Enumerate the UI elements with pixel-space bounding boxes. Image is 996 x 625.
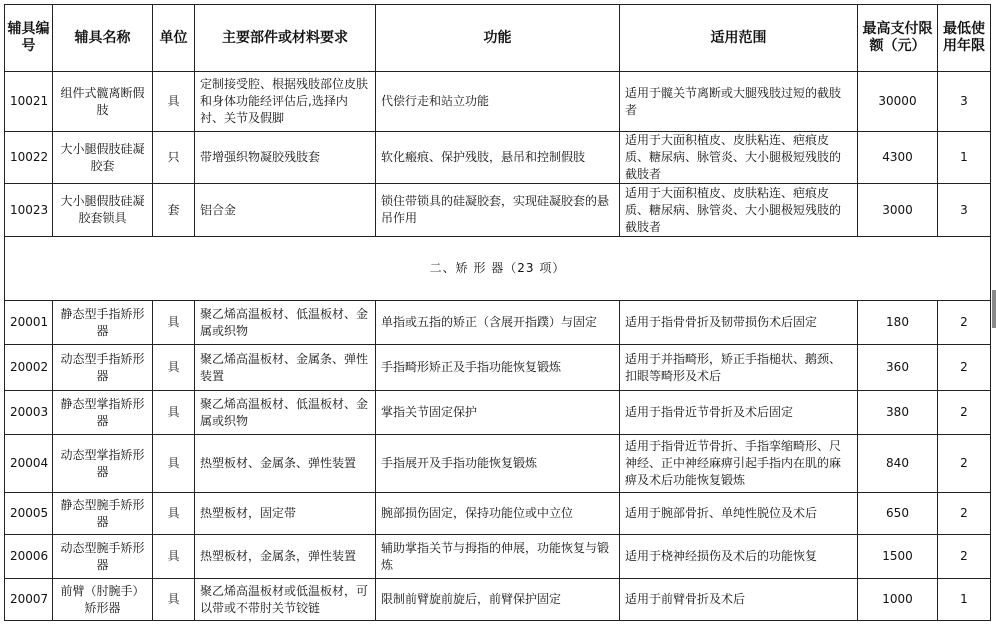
- table-row: [5, 493, 991, 535]
- section-title: 二、矫 形 器（23 项）: [5, 237, 991, 301]
- cell-material: 热塑板材、金属条、弹性装置: [195, 435, 376, 493]
- cell-scope: 适用于指骨近节骨折、手指挛缩畸形、尺神经、正中神经麻痹引起手指内在肌的麻痹及术后功能恢复锻炼: [620, 435, 858, 493]
- cell-material: 铝合金: [195, 184, 376, 237]
- table-row: [5, 579, 991, 621]
- cell-min-years: 2: [938, 391, 991, 435]
- cell-function: 腕部损伤固定，保持功能位或中立位: [376, 493, 620, 535]
- cell-scope: 适用于髋关节离断或大腿残肢过短的截肢者: [620, 72, 858, 132]
- cell-name: 静态型手指矫形器: [53, 301, 153, 345]
- cell-code: 20002: [5, 345, 53, 391]
- table-row: [5, 72, 991, 132]
- header-min-years: 最低使用年限: [938, 5, 991, 72]
- cell-unit: 具: [153, 535, 195, 579]
- cell-scope: 适用于前臂骨折及术后: [620, 579, 858, 621]
- cell-code: 20005: [5, 493, 53, 535]
- cell-min-years: 2: [938, 493, 991, 535]
- cell-name: 动态型腕手矫形器: [53, 535, 153, 579]
- cell-min-years: 1: [938, 579, 991, 621]
- cell-name: 动态型掌指矫形器: [53, 435, 153, 493]
- cell-name: 大小腿假肢硅凝胶套锁具: [53, 184, 153, 237]
- scroll-handle[interactable]: [992, 290, 996, 328]
- cell-max-pay: 30000: [858, 72, 938, 132]
- cell-unit: 套: [153, 184, 195, 237]
- cell-name: 大小腿假肢硅凝胶套: [53, 132, 153, 184]
- cell-scope: 适用于腕部骨折、单纯性脱位及术后: [620, 493, 858, 535]
- cell-material: 聚乙烯高温板材、低温板材、金属或织物: [195, 391, 376, 435]
- cell-material: 热塑板材，金属条，弹性装置: [195, 535, 376, 579]
- table-row: [5, 435, 991, 493]
- cell-unit: 具: [153, 72, 195, 132]
- cell-scope: 适用于桡神经损伤及术后的功能恢复: [620, 535, 858, 579]
- cell-scope: 适用于大面积植皮、皮肤粘连、疤痕皮质、糖尿病、脉管炎、大小腿极短残肢的截肢者: [620, 132, 858, 184]
- cell-unit: 具: [153, 301, 195, 345]
- cell-code: 20004: [5, 435, 53, 493]
- cell-function: 掌指关节固定保护: [376, 391, 620, 435]
- cell-function: 手指展开及手指功能恢复锻炼: [376, 435, 620, 493]
- cell-code: 10022: [5, 132, 53, 184]
- header-code: 辅具编号: [5, 5, 53, 72]
- cell-name: 组件式髋离断假肢: [53, 72, 153, 132]
- cell-unit: 具: [153, 391, 195, 435]
- cell-unit: 具: [153, 345, 195, 391]
- cell-unit: 具: [153, 493, 195, 535]
- cell-max-pay: 650: [858, 493, 938, 535]
- table-row: [5, 345, 991, 391]
- cell-unit: 具: [153, 579, 195, 621]
- header-unit: 单位: [153, 5, 195, 72]
- table-row: [5, 301, 991, 345]
- header-row: [5, 5, 991, 72]
- cell-function: 限制前臂旋前旋后，前臂保护固定: [376, 579, 620, 621]
- cell-max-pay: 380: [858, 391, 938, 435]
- cell-code: 20001: [5, 301, 53, 345]
- cell-code: 10021: [5, 72, 53, 132]
- cell-function: 代偿行走和站立功能: [376, 72, 620, 132]
- cell-unit: 具: [153, 435, 195, 493]
- device-catalog-table: [4, 4, 991, 621]
- header-scope: 适用范围: [620, 5, 858, 72]
- cell-name: 静态型腕手矫形器: [53, 493, 153, 535]
- cell-scope: 适用于并指畸形，矫正手指槌状、鹅颈、扣眼等畸形及术后: [620, 345, 858, 391]
- cell-function: 软化瘢痕、保护残肢，悬吊和控制假肢: [376, 132, 620, 184]
- cell-max-pay: 180: [858, 301, 938, 345]
- table-row: [5, 132, 991, 184]
- cell-min-years: 3: [938, 184, 991, 237]
- cell-max-pay: 1500: [858, 535, 938, 579]
- cell-material: 带增强织物凝胶残肢套: [195, 132, 376, 184]
- table-row: [5, 535, 991, 579]
- cell-scope: 适用于指骨骨折及韧带损伤术后固定: [620, 301, 858, 345]
- cell-material: 热塑板材，固定带: [195, 493, 376, 535]
- cell-code: 20006: [5, 535, 53, 579]
- cell-min-years: 2: [938, 435, 991, 493]
- cell-material: 聚乙烯高温板材、金属条、弹性装置: [195, 345, 376, 391]
- header-name: 辅具名称: [53, 5, 153, 72]
- cell-unit: 只: [153, 132, 195, 184]
- cell-function: 辅助掌指关节与拇指的伸展，功能恢复与锻炼: [376, 535, 620, 579]
- cell-max-pay: 360: [858, 345, 938, 391]
- cell-min-years: 2: [938, 301, 991, 345]
- cell-min-years: 3: [938, 72, 991, 132]
- cell-code: 20003: [5, 391, 53, 435]
- cell-max-pay: 840: [858, 435, 938, 493]
- table-row: [5, 391, 991, 435]
- cell-material: 聚乙烯高温板材、低温板材、金属或织物: [195, 301, 376, 345]
- cell-material: 聚乙烯高温板材或低温板材，可以带或不带肘关节铰链: [195, 579, 376, 621]
- cell-function: 锁住带锁具的硅凝胶套，实现硅凝胶套的悬吊作用: [376, 184, 620, 237]
- cell-function: 单指或五指的矫正（含展开指蹼）与固定: [376, 301, 620, 345]
- cell-name: 静态型掌指矫形器: [53, 391, 153, 435]
- section-row: [5, 237, 991, 301]
- cell-max-pay: 3000: [858, 184, 938, 237]
- cell-name: 前臂（肘腕手）矫形器: [53, 579, 153, 621]
- cell-min-years: 1: [938, 132, 991, 184]
- cell-code: 20007: [5, 579, 53, 621]
- header-function: 功能: [376, 5, 620, 72]
- cell-scope: 适用于指骨近节骨折及术后固定: [620, 391, 858, 435]
- cell-function: 手指畸形矫正及手指功能恢复锻炼: [376, 345, 620, 391]
- cell-max-pay: 1000: [858, 579, 938, 621]
- cell-max-pay: 4300: [858, 132, 938, 184]
- cell-code: 10023: [5, 184, 53, 237]
- cell-scope: 适用于大面积植皮、皮肤粘连、疤痕皮质、糖尿病、脉管炎、大小腿极短残肢的截肢者: [620, 184, 858, 237]
- cell-min-years: 2: [938, 345, 991, 391]
- cell-name: 动态型手指矫形器: [53, 345, 153, 391]
- table-row: [5, 184, 991, 237]
- header-max-pay: 最高支付限额（元）: [858, 5, 938, 72]
- cell-material: 定制接受腔、根据残肢部位皮肤和身体功能经评估后,选择内衬、关节及假脚: [195, 72, 376, 132]
- header-material: 主要部件或材料要求: [195, 5, 376, 72]
- cell-min-years: 2: [938, 535, 991, 579]
